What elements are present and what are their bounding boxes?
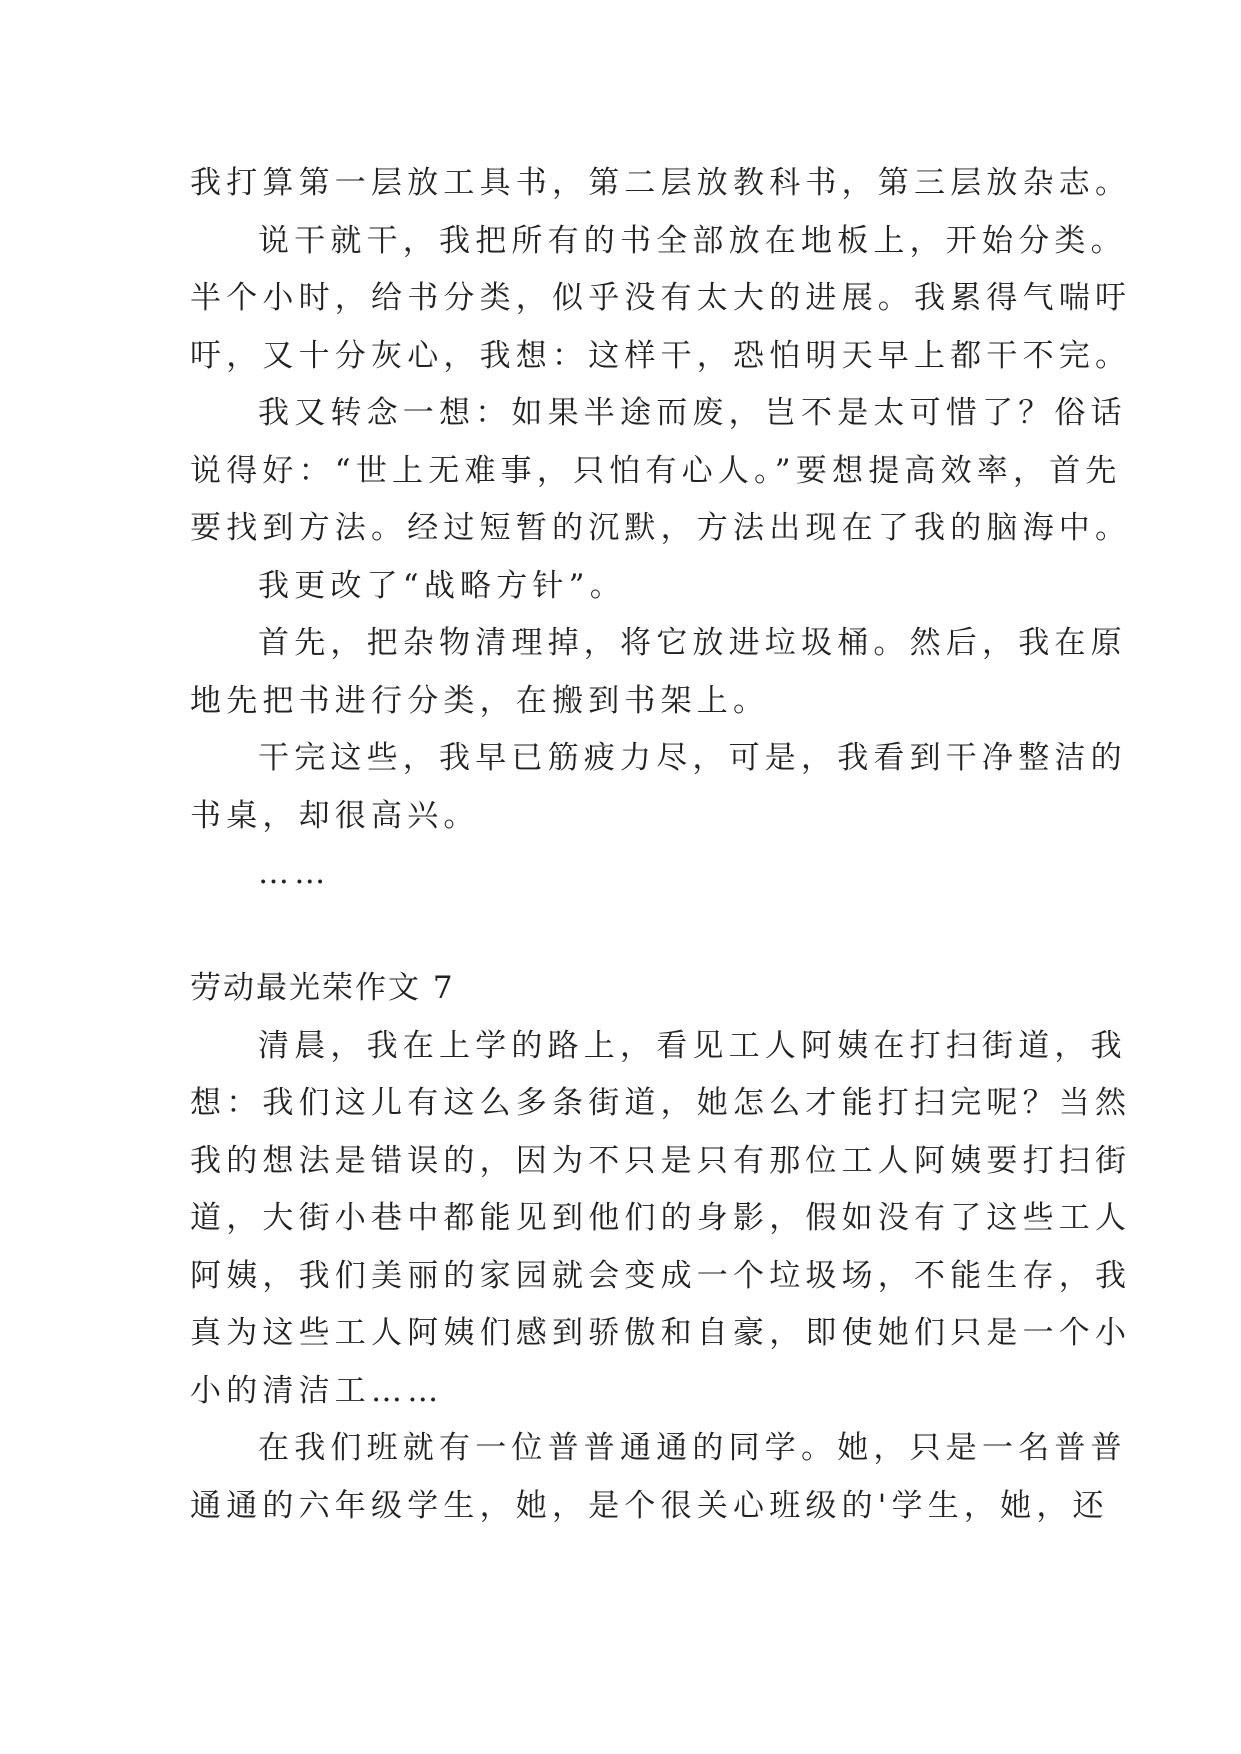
paragraph-bookshelf-plan — [190, 155, 1132, 213]
text-line: 小的清洁工…… — [190, 1372, 444, 1409]
paragraph-change-strategy — [190, 558, 1070, 616]
text-line: 清晨，我在上学的路上，看见工人阿姨在打扫街道，我 — [258, 1027, 1127, 1064]
text-line: 真为这些工人阿姨们感到骄傲和自豪，即使她们只是一个小 — [190, 1315, 1132, 1351]
paragraph-morning-street — [190, 1018, 1132, 1421]
text-line: 书桌，却很高兴。 — [190, 797, 480, 834]
paragraph-finished — [190, 730, 1127, 845]
text-line: 我打算第一层放工具书，第二层放教科书，第三层放杂志。 — [190, 165, 1132, 201]
text-line: 半个小时，给书分类，似乎没有太大的进展。我累得气喘吁 — [190, 280, 1132, 316]
document-body — [190, 155, 1132, 1535]
paragraph-classmate — [190, 1420, 1127, 1535]
text-line: 说得好：“世上无难事，只怕有心人。”要想提高效率，首先 — [190, 452, 1122, 489]
essay-heading: 劳动最光荣作文 7 — [190, 970, 455, 1006]
text-line: 要找到方法。经过短暂的沉默，方法出现在了我的脑海中。 — [190, 510, 1132, 546]
paragraph-first-step — [190, 615, 1127, 730]
text-line: 阿姨，我们美丽的家园就会变成一个垃圾场，不能生存，我 — [190, 1257, 1132, 1294]
text-line: 首先，把杂物清理掉，将它放进垃圾桶。然后，我在原 — [258, 625, 1127, 661]
text-line: 我更改了“战略方针”。 — [258, 567, 626, 604]
paragraph-ellipsis — [190, 845, 1070, 903]
ellipsis-text: …… — [258, 855, 331, 891]
text-line: 说干就干，我把所有的书全部放在地板上，开始分类。 — [258, 222, 1127, 259]
text-line: 道，大街小巷中都能见到他们的身影，假如没有了这些工人 — [190, 1200, 1132, 1236]
text-line: 想：我们这儿有这么多条街道，她怎么才能打扫完呢？当然 — [190, 1085, 1132, 1121]
text-line: 我又转念一想：如果半途而废，岂不是太可惜了？俗话 — [258, 395, 1127, 431]
paragraph-second-thought — [190, 385, 1132, 558]
text-line: 吁，又十分灰心，我想：这样干，恐怕明天早上都干不完。 — [190, 337, 1132, 374]
text-line: 通通的六年级学生，她，是个很关心班级的'学生，她，还 — [190, 1487, 1109, 1524]
text-line: 我的想法是错误的，因为不只是只有那位工人阿姨要打扫街 — [190, 1142, 1132, 1179]
text-line: 地先把书进行分类，在搬到书架上。 — [190, 682, 770, 719]
text-line: 在我们班就有一位普普通通的同学。她，只是一名普普 — [258, 1430, 1127, 1466]
text-line: 干完这些，我早已筋疲力尽，可是，我看到干净整洁的 — [258, 740, 1127, 776]
blank-line — [190, 903, 1070, 961]
paragraph-start-sorting — [190, 213, 1132, 386]
